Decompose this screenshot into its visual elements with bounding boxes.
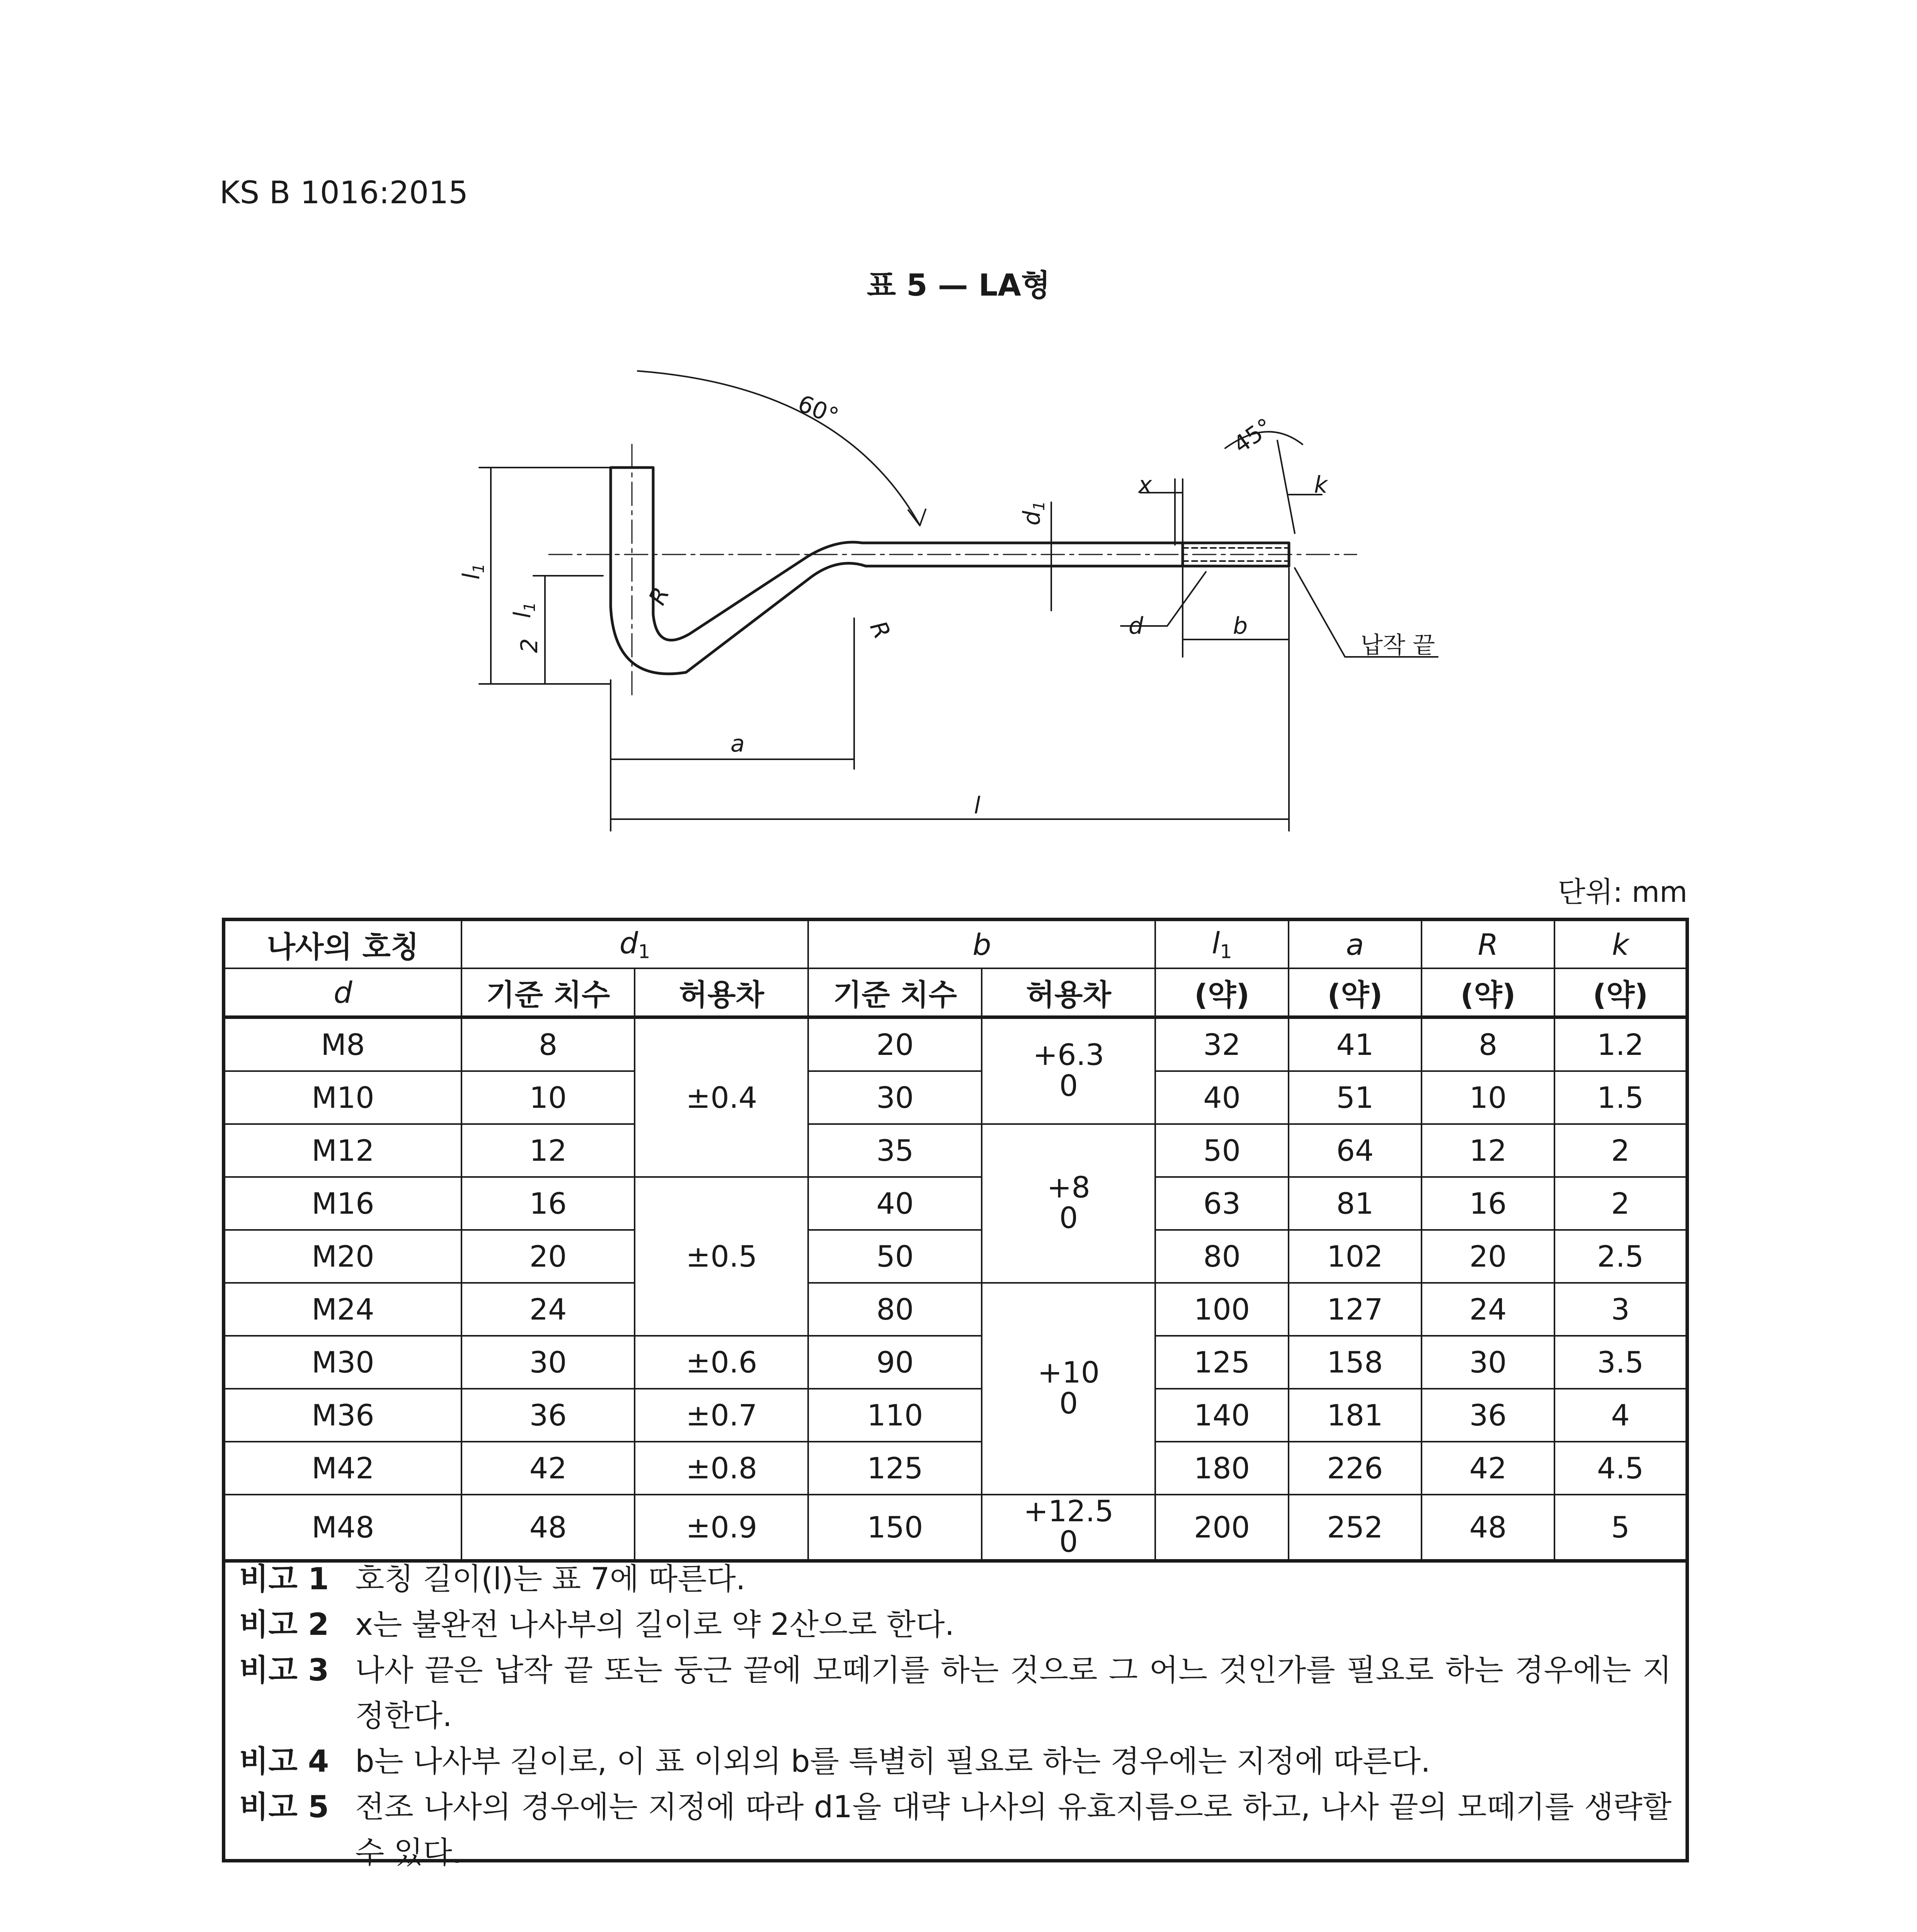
cell-d1-tol: ±0.9 [635, 1495, 808, 1561]
cell-d1-tol: ±0.4 [635, 1017, 808, 1177]
cell-k: 3 [1554, 1283, 1687, 1336]
header-nominal-d: d [224, 968, 461, 1017]
header-b-base: 기준 치수 [808, 968, 982, 1017]
cell-k: 2 [1554, 1177, 1687, 1230]
cell-l1: 32 [1155, 1017, 1288, 1071]
cell-R: 8 [1422, 1017, 1554, 1071]
cell-d1-tol: ±0.7 [635, 1389, 808, 1442]
cell-b: 110 [808, 1389, 982, 1442]
cell-a: 226 [1289, 1442, 1422, 1495]
cell-l1: 140 [1155, 1389, 1288, 1442]
cell-d1: 8 [461, 1017, 635, 1071]
dim-x-label: x [1138, 471, 1152, 498]
cell-b: 125 [808, 1442, 982, 1495]
dim-l1-label: $l_1$ [458, 563, 488, 580]
header-k: k [1554, 920, 1687, 969]
cell-d: M16 [224, 1177, 461, 1230]
header-b-tol: 허용차 [982, 968, 1155, 1017]
cell-k: 5 [1554, 1495, 1687, 1561]
angle-60-label: 60° [794, 390, 843, 430]
cell-d1: 30 [461, 1336, 635, 1389]
cell-a: 41 [1289, 1017, 1422, 1071]
header-d1-base: 기준 치수 [461, 968, 635, 1017]
standard-code: KS B 1016:2015 [220, 175, 468, 211]
cell-R: 36 [1422, 1389, 1554, 1442]
cell-d: M20 [224, 1230, 461, 1283]
cell-l1: 125 [1155, 1336, 1288, 1389]
cell-l1: 180 [1155, 1442, 1288, 1495]
table-row [224, 1283, 1687, 1336]
cell-d1-tol: ±0.8 [635, 1442, 808, 1495]
cell-d: M36 [224, 1389, 461, 1442]
dim-b-label: b [1233, 612, 1248, 639]
table-row [224, 1389, 1687, 1442]
cell-d: M10 [224, 1071, 461, 1124]
cell-l1: 63 [1155, 1177, 1288, 1230]
table-row [224, 1177, 1687, 1230]
cell-R: 12 [1422, 1124, 1554, 1177]
cell-k: 1.5 [1554, 1071, 1687, 1124]
note-item: 비고 3 나사 끝은 납작 끝 또는 둥근 끝에 모떼기를 하는 것으로 그 어느 것인가를 필요로 하는 경우에는 지정한다. [239, 1653, 1672, 1733]
la-type-anchor-bolt-figure [456, 348, 1469, 858]
header-d1-tol: 허용차 [635, 968, 808, 1017]
cell-k: 4 [1554, 1389, 1687, 1442]
notes-box [222, 1549, 1689, 1870]
header-b: b [808, 920, 1155, 969]
cell-d: M8 [224, 1017, 461, 1071]
cell-d1: 10 [461, 1071, 635, 1124]
cell-d: M30 [224, 1336, 461, 1389]
flat-end-label: 납작 끝 [1360, 632, 1435, 659]
cell-d1: 36 [461, 1389, 635, 1442]
cell-b-tol: +6.3 0 [982, 1017, 1155, 1124]
header-a-approx: (약) [1289, 968, 1422, 1017]
table-row [224, 1442, 1687, 1495]
cell-d: M48 [224, 1495, 461, 1561]
unit-label: 단위: mm [1558, 876, 1687, 909]
note-item: 비고 4 b는 나사부 길이로, 이 표 이외의 b를 특별히 필요로 하는 경우에는 지정에 따른다. [239, 1744, 1430, 1779]
cell-d: M24 [224, 1283, 461, 1336]
note-item: 비고 5 전조 나사의 경우에는 지정에 따라 d1을 대략 나사의 유효지름으로 하고, 나사 끝의 모떼기를 생략할 수 있다. [239, 1790, 1672, 1870]
table-row [224, 1071, 1687, 1124]
cell-l1: 80 [1155, 1230, 1288, 1283]
spec-table [222, 918, 1689, 1563]
cell-k: 4.5 [1554, 1442, 1687, 1495]
angle-45-label: 45° [1228, 413, 1278, 459]
cell-d1-tol: ±0.6 [635, 1336, 808, 1389]
cell-a: 181 [1289, 1389, 1422, 1442]
cell-d: M42 [224, 1442, 461, 1495]
cell-d1: 24 [461, 1283, 635, 1336]
header-nominal: 나사의 호칭 [224, 920, 461, 969]
header-a: a [1289, 920, 1422, 969]
cell-a: 127 [1289, 1283, 1422, 1336]
dim-l-label: l [974, 792, 981, 819]
cell-d1: 48 [461, 1495, 635, 1561]
cell-d1: 16 [461, 1177, 635, 1230]
cell-R: 10 [1422, 1071, 1554, 1124]
cell-b-tol: +10 0 [982, 1283, 1155, 1495]
header-R-approx: (약) [1422, 968, 1554, 1017]
cell-R: 42 [1422, 1442, 1554, 1495]
cell-a: 252 [1289, 1495, 1422, 1561]
cell-d: M12 [224, 1124, 461, 1177]
table-row [224, 1230, 1687, 1283]
cell-b: 40 [808, 1177, 982, 1230]
cell-l1: 200 [1155, 1495, 1288, 1561]
cell-R: 24 [1422, 1283, 1554, 1336]
cell-a: 64 [1289, 1124, 1422, 1177]
dim-k-label: k [1314, 471, 1328, 498]
table-caption: 표 5 — LA형 [867, 268, 1050, 303]
cell-a: 102 [1289, 1230, 1422, 1283]
cell-k: 1.2 [1554, 1017, 1687, 1071]
cell-d1: 20 [461, 1230, 635, 1283]
cell-a: 51 [1289, 1071, 1422, 1124]
note-item: 비고 2 x는 불완전 나사부의 길이로 약 2산으로 한다. [239, 1607, 955, 1642]
cell-b-tol: +12.5 0 [982, 1495, 1155, 1561]
cell-a: 158 [1289, 1336, 1422, 1389]
cell-b: 30 [808, 1071, 982, 1124]
cell-l1: 40 [1155, 1071, 1288, 1124]
note-item: 비고 1 호칭 길이(l)는 표 7에 따른다. [239, 1562, 746, 1597]
dim-R2-label: R [864, 617, 896, 643]
header-l1: $l_1$ [1155, 920, 1288, 969]
cell-b: 50 [808, 1230, 982, 1283]
cell-k: 3.5 [1554, 1336, 1687, 1389]
dim-l1-half-line [533, 576, 603, 684]
cell-R: 20 [1422, 1230, 1554, 1283]
cell-k: 2.5 [1554, 1230, 1687, 1283]
cell-b-tol: +8 0 [982, 1124, 1155, 1283]
cell-b: 90 [808, 1336, 982, 1389]
cell-a: 81 [1289, 1177, 1422, 1230]
cell-R: 16 [1422, 1177, 1554, 1230]
cell-l1: 100 [1155, 1283, 1288, 1336]
cell-d1: 12 [461, 1124, 635, 1177]
dim-half-l1-top: $l_1$ [509, 602, 539, 618]
dim-b-line [1183, 568, 1289, 831]
cell-k: 2 [1554, 1124, 1687, 1177]
cell-b: 80 [808, 1283, 982, 1336]
dim-R1-label: R [644, 583, 675, 609]
dim-60-arc [638, 371, 920, 526]
cell-d1-tol: ±0.5 [635, 1177, 808, 1336]
header-k-approx: (약) [1554, 968, 1687, 1017]
dim-d-label: d [1129, 612, 1144, 639]
cell-b: 20 [808, 1017, 982, 1071]
cell-R: 30 [1422, 1336, 1554, 1389]
dim-half-l1-bottom: 2 [516, 638, 543, 653]
dim-d1-label: $d_1$ [1018, 501, 1048, 526]
cell-l1: 50 [1155, 1124, 1288, 1177]
cell-b: 150 [808, 1495, 982, 1561]
cell-b: 35 [808, 1124, 982, 1177]
header-R: R [1422, 920, 1554, 969]
cell-d1: 42 [461, 1442, 635, 1495]
header-d1: $d_1$ [461, 920, 809, 969]
dim-a-label: a [730, 730, 745, 757]
table-row [224, 1336, 1687, 1389]
table-row [224, 1017, 1687, 1071]
cell-R: 48 [1422, 1495, 1554, 1561]
bolt-outer-outline [611, 468, 1289, 674]
header-l1-approx: (약) [1155, 968, 1288, 1017]
table-row [224, 1124, 1687, 1177]
